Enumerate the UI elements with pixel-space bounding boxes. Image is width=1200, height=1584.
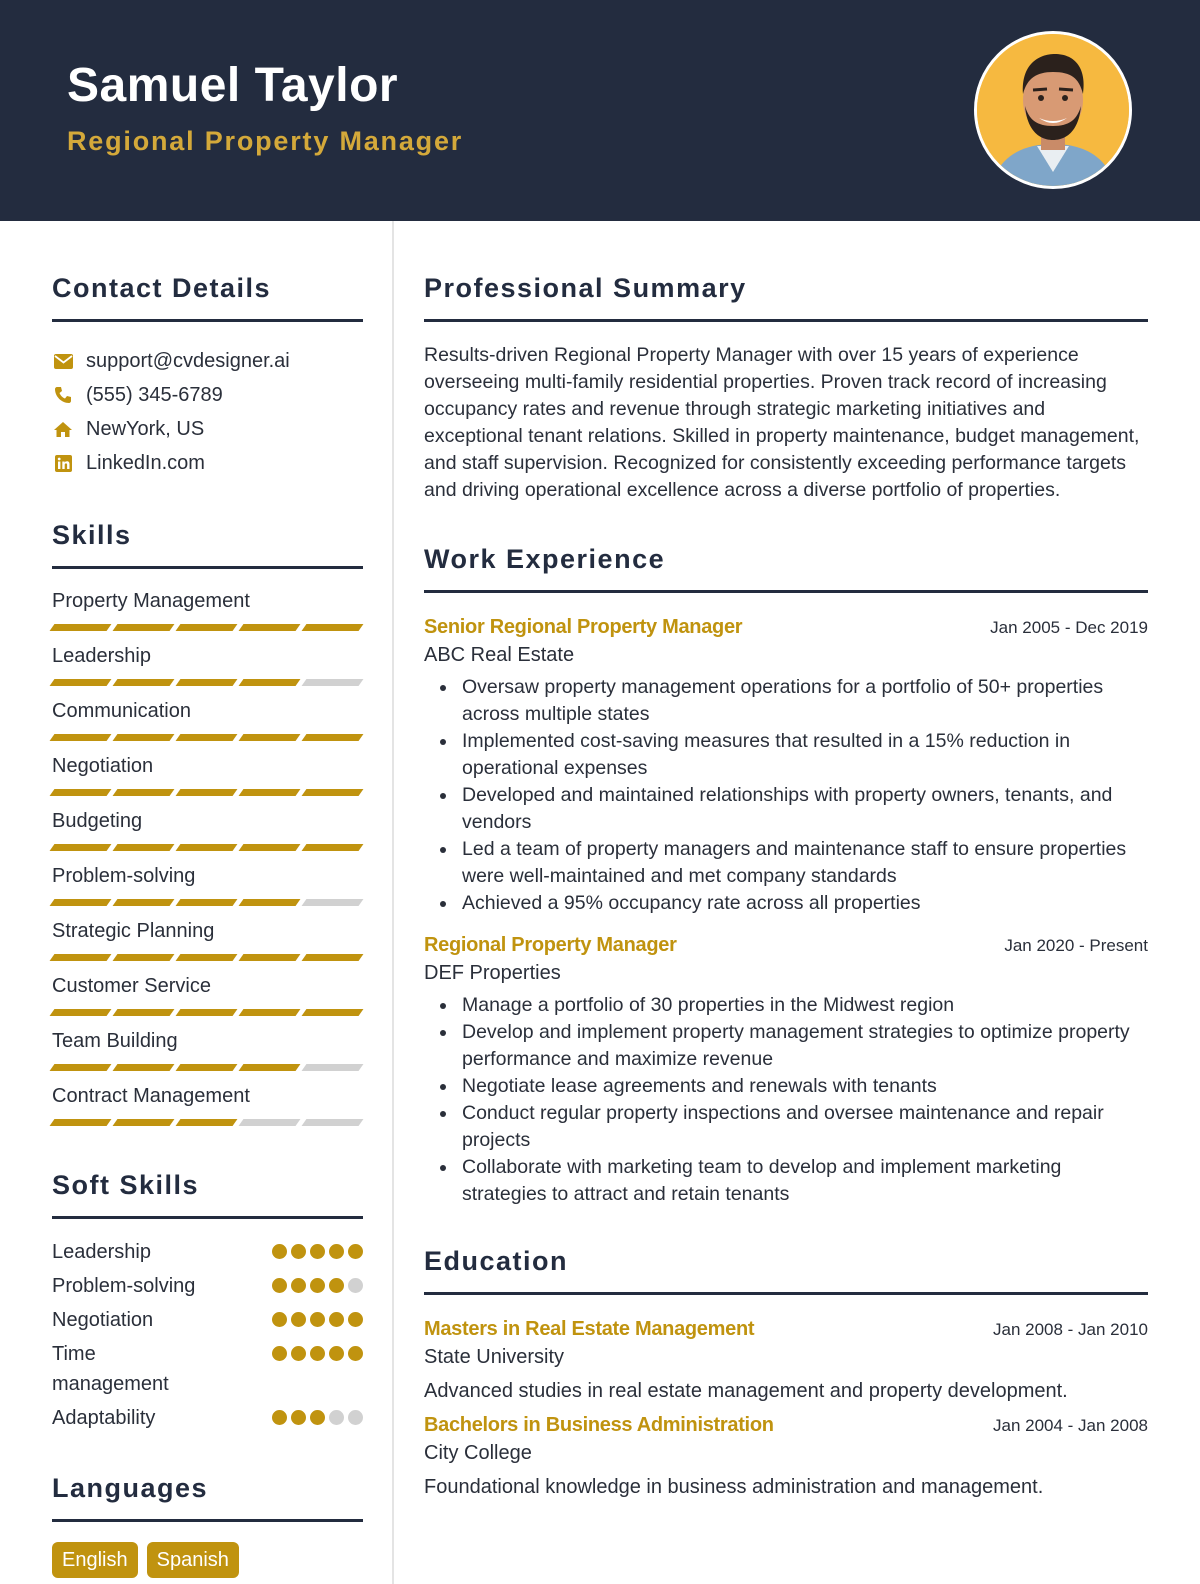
education-entry — [424, 1315, 1148, 1405]
rating-segment-filled — [113, 1064, 175, 1071]
skill-name: Leadership — [52, 645, 151, 667]
education-date: Jan 2008 - Jan 2010 — [992, 1320, 1148, 1339]
rating-dot-filled — [348, 1312, 363, 1327]
skill-item — [52, 807, 363, 851]
skill-item — [52, 697, 363, 741]
soft-skill-rating-dots — [272, 1346, 363, 1361]
rating-dot-filled — [291, 1278, 306, 1293]
job-date: Jan 2005 - Dec 2019 — [990, 618, 1148, 637]
rating-segment-filled — [50, 679, 112, 686]
rating-segment-filled — [239, 789, 301, 796]
skills-heading: Skills — [52, 520, 132, 550]
rating-segment-filled — [50, 844, 112, 851]
rating-dot-filled — [272, 1312, 287, 1327]
contact-linkedin-text: LinkedIn.com — [86, 451, 205, 474]
rating-segment-filled — [239, 899, 301, 906]
job-bullet: Achieved a 95% occupancy rate across all properties — [462, 890, 1148, 917]
section-rule — [424, 319, 1148, 322]
skill-item — [52, 972, 363, 1016]
job-bullet: Develop and implement property management strategies to optimize property performance and maximize revenue — [462, 1019, 1148, 1073]
soft-skill-rating-dots — [272, 1312, 363, 1327]
job-bullet: Collaborate with marketing team to develop and implement marketing strategies to attract and retain tenants — [462, 1154, 1148, 1208]
contact-heading: Contact Details — [52, 273, 272, 303]
rating-segment-filled — [239, 624, 301, 631]
rating-dot-filled — [310, 1346, 325, 1361]
rating-dot-filled — [310, 1410, 325, 1425]
resume-header — [0, 0, 1200, 221]
skills-list — [52, 587, 363, 1126]
job-bullets — [424, 992, 1148, 1208]
rating-dot-filled — [291, 1244, 306, 1259]
section-rule — [52, 319, 363, 322]
rating-segment-filled — [113, 624, 175, 631]
skill-name: Property Management — [52, 590, 250, 612]
candidate-name: Samuel Taylor — [67, 59, 399, 112]
rating-segment-filled — [302, 1009, 364, 1016]
contact-email-text: support@cvdesigner.ai — [86, 349, 290, 372]
rating-segment-filled — [50, 899, 112, 906]
rating-dot-filled — [329, 1346, 344, 1361]
rating-dot-empty — [348, 1278, 363, 1293]
skill-name: Team Building — [52, 1030, 178, 1052]
contact-location-text: NewYork, US — [86, 417, 205, 440]
skill-rating-bar — [52, 789, 363, 796]
languages-heading: Languages — [52, 1473, 209, 1503]
right-column — [424, 221, 1148, 1501]
rating-segment-filled — [113, 734, 175, 741]
email-icon — [52, 350, 74, 372]
rating-segment-filled — [50, 954, 112, 961]
rating-dot-filled — [329, 1278, 344, 1293]
rating-dot-filled — [272, 1244, 287, 1259]
skill-item — [52, 752, 363, 796]
skill-name: Problem-solving — [52, 865, 196, 887]
soft-skill-item — [52, 1339, 363, 1399]
soft-skill-rating-dots — [272, 1278, 363, 1293]
soft-skill-name: Adaptability — [52, 1407, 156, 1429]
job-bullet: Negotiate lease agreements and renewals with tenants — [462, 1073, 1148, 1100]
summary-heading: Professional Summary — [424, 273, 747, 303]
rating-dot-filled — [291, 1346, 306, 1361]
skill-item — [52, 862, 363, 906]
rating-segment-filled — [176, 789, 238, 796]
rating-segment-filled — [239, 734, 301, 741]
rating-dot-filled — [310, 1244, 325, 1259]
skill-rating-bar — [52, 899, 363, 906]
skill-name: Customer Service — [52, 975, 211, 997]
rating-segment-filled — [239, 1009, 301, 1016]
skill-rating-bar — [52, 844, 363, 851]
rating-dot-filled — [348, 1346, 363, 1361]
rating-segment-filled — [113, 954, 175, 961]
skill-name: Budgeting — [52, 810, 143, 832]
school-name: City College — [424, 1442, 532, 1464]
rating-dot-filled — [291, 1312, 306, 1327]
phone-icon — [52, 384, 74, 406]
skill-name: Negotiation — [52, 755, 154, 777]
rating-segment-filled — [302, 789, 364, 796]
skill-rating-bar — [52, 1064, 363, 1071]
contact-linkedin[interactable] — [52, 446, 363, 480]
soft-skill-item — [52, 1271, 363, 1301]
left-column — [52, 221, 363, 1578]
education-description: Advanced studies in real estate management and property development. — [424, 1380, 1068, 1402]
skill-name: Contract Management — [52, 1085, 250, 1107]
rating-segment-filled — [176, 1064, 238, 1071]
degree-title: Masters in Real Estate Management — [424, 1318, 755, 1340]
contact-phone-text: (555) 345-6789 — [86, 383, 223, 406]
home-icon — [52, 418, 74, 440]
profile-photo — [974, 31, 1132, 189]
section-rule — [52, 1519, 363, 1522]
contact-location — [52, 412, 363, 446]
rating-segment-filled — [176, 844, 238, 851]
job-company: DEF Properties — [424, 962, 561, 984]
skill-item — [52, 1027, 363, 1071]
rating-dot-filled — [291, 1410, 306, 1425]
rating-dot-filled — [272, 1410, 287, 1425]
contact-list — [52, 344, 363, 480]
section-rule — [52, 566, 363, 569]
language-badge: English — [52, 1542, 138, 1578]
contact-email[interactable] — [52, 344, 363, 378]
skill-name: Communication — [52, 700, 191, 722]
column-divider — [392, 221, 394, 1584]
skills-section — [52, 518, 363, 1126]
soft-skills-heading: Soft Skills — [52, 1170, 200, 1200]
education-description: Foundational knowledge in business administration and management. — [424, 1476, 1044, 1498]
experience-section — [424, 542, 1148, 1208]
skill-rating-bar — [52, 679, 363, 686]
rating-segment-filled — [239, 954, 301, 961]
candidate-title: Regional Property Manager — [67, 126, 464, 156]
rating-segment-empty — [302, 679, 364, 686]
rating-dot-filled — [310, 1278, 325, 1293]
rating-segment-filled — [239, 1064, 301, 1071]
rating-segment-empty — [302, 1119, 364, 1126]
rating-dot-filled — [310, 1312, 325, 1327]
rating-segment-filled — [302, 624, 364, 631]
soft-skill-name: Time management — [52, 1343, 169, 1395]
contact-phone[interactable] — [52, 378, 363, 412]
skill-item — [52, 1082, 363, 1126]
degree-title: Bachelors in Business Administration — [424, 1414, 774, 1436]
soft-skill-item — [52, 1237, 363, 1267]
rating-dot-filled — [272, 1278, 287, 1293]
rating-segment-filled — [239, 679, 301, 686]
rating-segment-filled — [50, 1119, 112, 1126]
rating-segment-filled — [176, 1119, 238, 1126]
skill-rating-bar — [52, 734, 363, 741]
rating-segment-empty — [302, 899, 364, 906]
rating-segment-filled — [113, 789, 175, 796]
rating-segment-filled — [302, 734, 364, 741]
job-date: Jan 2020 - Present — [1004, 936, 1148, 955]
avatar-icon — [977, 34, 1129, 186]
job-bullet: Led a team of property managers and maintenance staff to ensure properties were well-maintained and met company standards — [462, 836, 1148, 890]
skill-rating-bar — [52, 1119, 363, 1126]
skill-item — [52, 642, 363, 686]
soft-skill-rating-dots — [272, 1410, 363, 1425]
skill-rating-bar — [52, 954, 363, 961]
rating-dot-filled — [272, 1346, 287, 1361]
languages-section — [52, 1471, 363, 1578]
summary-section — [424, 271, 1148, 504]
rating-dot-empty — [329, 1410, 344, 1425]
summary-text: Results-driven Regional Property Manager with over 15 years of experience overseeing multi-family residential properties. Proven track record of increasing occupancy rates and revenue through strategic marketing initiatives and exceptional tenant relations. Skilled in property maintenance, budget management, and staff supervision. Recognized for consistently exceeding performance targets and driving operational excellence across a diverse portfolio of properties. — [424, 344, 1140, 501]
skill-item — [52, 587, 363, 631]
rating-segment-empty — [302, 1064, 364, 1071]
job-bullets — [424, 674, 1148, 917]
job-bullet: Conduct regular property inspections and oversee maintenance and repair projects — [462, 1100, 1148, 1154]
job-bullet: Implemented cost-saving measures that resulted in a 15% reduction in operational expenses — [462, 728, 1148, 782]
rating-segment-filled — [50, 734, 112, 741]
experience-heading: Work Experience — [424, 544, 666, 574]
section-rule — [424, 590, 1148, 593]
rating-segment-filled — [302, 954, 364, 961]
rating-segment-filled — [176, 1009, 238, 1016]
job-entry — [424, 931, 1148, 1208]
job-company: ABC Real Estate — [424, 644, 575, 666]
languages-list — [52, 1542, 363, 1578]
section-rule — [52, 1216, 363, 1219]
soft-skills-section — [52, 1168, 363, 1433]
rating-segment-filled — [50, 789, 112, 796]
education-heading: Education — [424, 1246, 569, 1276]
skill-rating-bar — [52, 624, 363, 631]
education-section — [424, 1244, 1148, 1501]
rating-segment-filled — [113, 679, 175, 686]
rating-dot-empty — [348, 1410, 363, 1425]
job-bullet: Oversaw property management operations for a portfolio of 50+ properties across multiple states — [462, 674, 1148, 728]
rating-segment-filled — [176, 954, 238, 961]
job-entry — [424, 613, 1148, 917]
rating-segment-filled — [239, 844, 301, 851]
skill-rating-bar — [52, 1009, 363, 1016]
rating-segment-filled — [176, 734, 238, 741]
skill-name: Strategic Planning — [52, 920, 215, 942]
school-name: State University — [424, 1346, 565, 1368]
contact-section — [52, 271, 363, 480]
rating-segment-filled — [302, 844, 364, 851]
education-entry — [424, 1411, 1148, 1501]
rating-segment-filled — [113, 1009, 175, 1016]
rating-segment-filled — [176, 679, 238, 686]
soft-skill-item — [52, 1305, 363, 1335]
linkedin-icon — [52, 452, 74, 474]
rating-dot-filled — [348, 1244, 363, 1259]
soft-skill-name: Leadership — [52, 1241, 151, 1263]
job-title: Senior Regional Property Manager — [424, 616, 743, 638]
rating-dot-filled — [329, 1312, 344, 1327]
job-bullet: Manage a portfolio of 30 properties in the Midwest region — [462, 992, 1148, 1019]
soft-skill-name: Problem-solving — [52, 1275, 196, 1297]
rating-segment-filled — [50, 1009, 112, 1016]
education-date: Jan 2004 - Jan 2008 — [992, 1416, 1148, 1435]
rating-segment-filled — [50, 1064, 112, 1071]
soft-skills-list — [52, 1237, 363, 1433]
rating-dot-filled — [329, 1244, 344, 1259]
job-title: Regional Property Manager — [424, 934, 677, 956]
skill-item — [52, 917, 363, 961]
rating-segment-filled — [50, 624, 112, 631]
rating-segment-filled — [113, 899, 175, 906]
job-bullet: Developed and maintained relationships with property owners, tenants, and vendors — [462, 782, 1148, 836]
section-rule — [424, 1292, 1148, 1295]
language-badge: Spanish — [147, 1542, 239, 1578]
soft-skill-item — [52, 1403, 363, 1433]
rating-segment-filled — [176, 899, 238, 906]
rating-segment-empty — [239, 1119, 301, 1126]
soft-skill-rating-dots — [272, 1244, 363, 1259]
rating-segment-filled — [113, 1119, 175, 1126]
rating-segment-filled — [113, 844, 175, 851]
rating-segment-filled — [176, 624, 238, 631]
soft-skill-name: Negotiation — [52, 1309, 154, 1331]
